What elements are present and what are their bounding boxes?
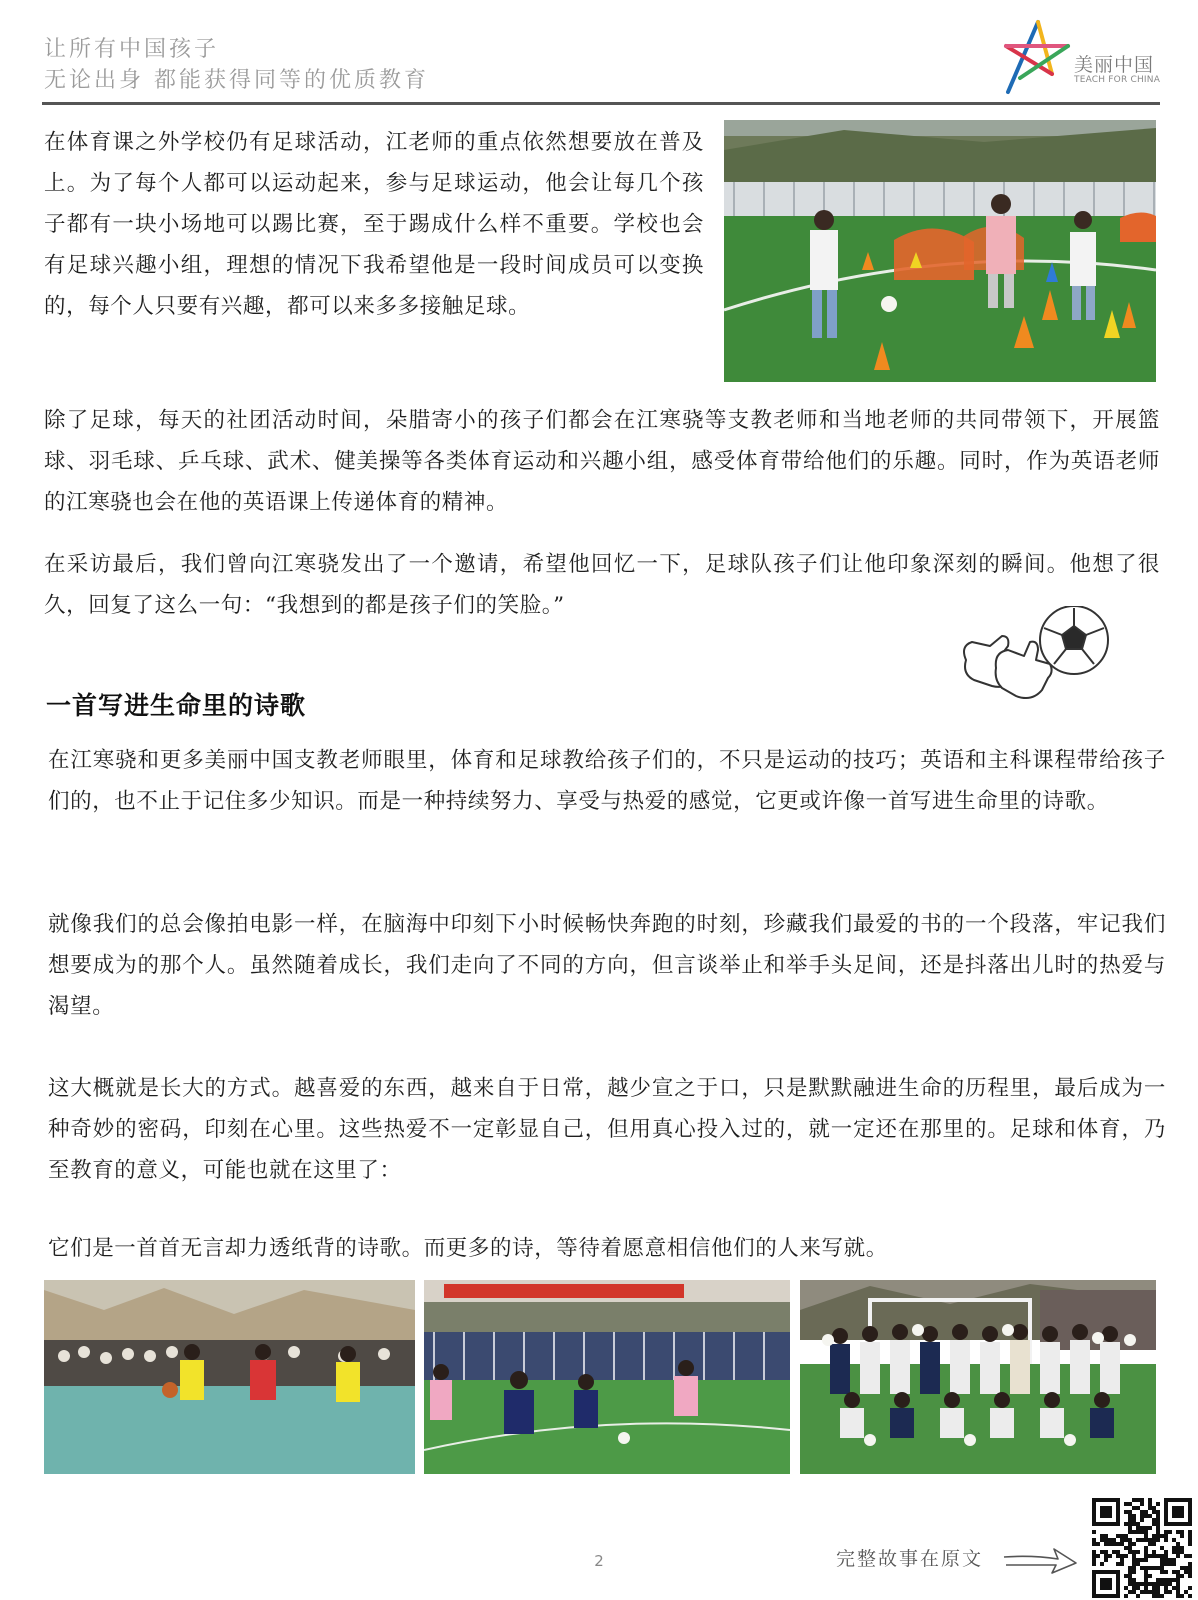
header-divider bbox=[42, 102, 1160, 105]
logo-english-text: TEACH FOR CHINA bbox=[1074, 75, 1161, 85]
photo-team-group bbox=[800, 1280, 1156, 1474]
slogan-line-1: 让所有中国孩子 bbox=[44, 37, 220, 62]
logo-chinese-text: 美丽中国 bbox=[1074, 54, 1155, 76]
footer-note: 完整故事在原文 bbox=[836, 1548, 984, 1570]
gloves-and-ball-icon bbox=[950, 606, 1130, 706]
logo-star-icon bbox=[1002, 16, 1074, 98]
page-header bbox=[0, 0, 1198, 108]
slogan-line-2: 无论出身 都能获得同等的优质教育 bbox=[44, 68, 429, 93]
paragraph-childhood-memories: 就像我们的总会像拍电影一样，在脑海中印刻下小时候畅快奔跑的时刻，珍藏我们最爱的书的一个段落，牢记我们想要成为的那个人。虽然随着成长，我们走向了不同的方向，但言谈举止和举手头足间，还是抖落出儿时的热爱与渴望。 bbox=[48, 912, 1166, 1019]
slogan bbox=[44, 34, 429, 96]
photo-basketball-game bbox=[44, 1280, 415, 1474]
paragraph-club-activities: 除了足球，每天的社团活动时间，朵腊寄小的孩子们都会在江寒骁等支教老师和当地老师的共同带领下，开展篮球、羽毛球、乒乓球、武术、健美操等各类体育运动和兴趣小组，感受体育带给他们的乐趣。同时，作为英语老师的江寒骁也会在他的英语课上传递体育的精神。 bbox=[44, 408, 1160, 515]
page-number: 2 bbox=[594, 1552, 604, 1570]
hand-drawn-arrow-icon bbox=[1002, 1545, 1078, 1577]
paragraph-interview-end: 在采访最后，我们曾向江寒骁发出了一个邀请，希望他回忆一下，足球队孩子们让他印象深刻的瞬间。他想了很久，回复了这么一句：“我想到的都是孩子们的笑脸。” bbox=[44, 552, 1160, 618]
qr-code[interactable] bbox=[1092, 1498, 1192, 1598]
paragraph-closing: 它们是一首首无言却力透纸背的诗歌。而更多的诗，等待着愿意相信他们的人来写就。 bbox=[48, 1236, 888, 1261]
section-title: 一首写进生命里的诗歌 bbox=[46, 691, 307, 720]
photo-football-match bbox=[424, 1280, 790, 1474]
paragraph-growing-up: 这大概就是长大的方式。越喜爱的东西，越来自于日常，越少宣之于口，只是默默融进生命的历程里，最后成为一种奇妙的密码，印刻在心里。这些热爱不一定彰显自己，但用真心投入过的，就一定还在那里的。足球和体育，乃至教育的意义，可能也就在这里了： bbox=[48, 1076, 1166, 1183]
photo-football-practice bbox=[724, 120, 1156, 382]
paragraph-poem-of-life: 在江寒骁和更多美丽中国支教老师眼里，体育和足球教给孩子们的，不只是运动的技巧；英语和主科课程带给孩子们的，也不止于记住多少知识。而是一种持续努力、享受与热爱的感觉，它更或许像一首写进生命里的诗歌。 bbox=[48, 748, 1166, 814]
teach-for-china-logo bbox=[1002, 16, 1162, 98]
paragraph-football-activities: 在体育课之外学校仍有足球活动，江老师的重点依然想要放在普及上。为了每个人都可以运动起来，参与足球运动，他会让每几个孩子都有一块小场地可以踢比赛，至于踢成什么样不重要。学校也会有足球兴趣小组，理想的情况下我希望他是一段时间成员可以变换的，每个人只要有兴趣，都可以来多多接触足球。 bbox=[44, 130, 704, 319]
